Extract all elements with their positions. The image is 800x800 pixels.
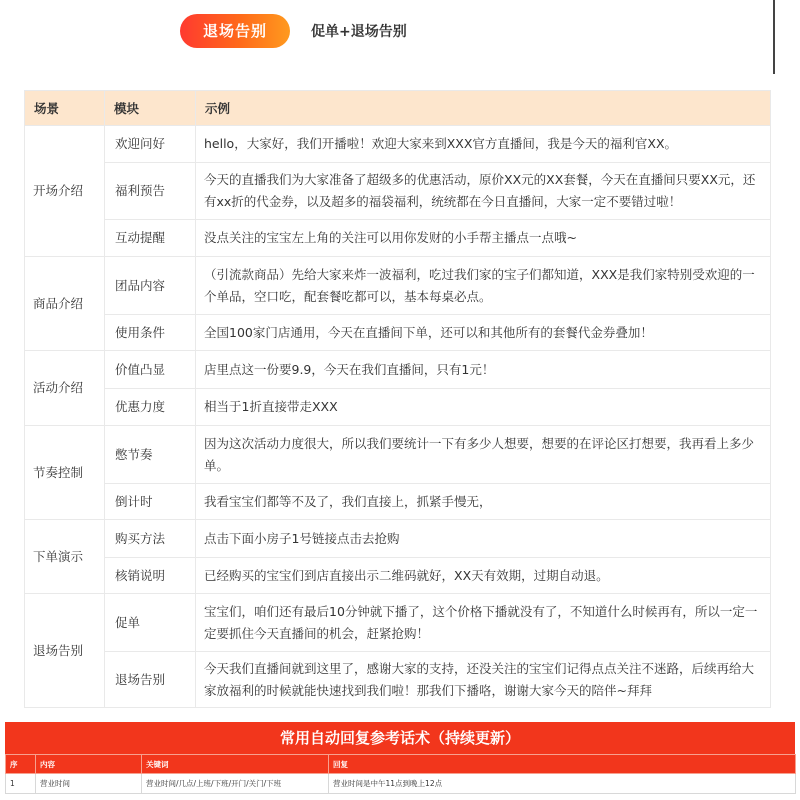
table-row [25,484,771,520]
auto-reply-title: 常用自动回复参考话术（持续更新） [5,722,795,754]
table-row [25,163,771,220]
scene-cell: 活动介绍 [25,351,105,426]
auto-reply-section [5,722,795,794]
example-cell: 因为这次活动力度很大，所以我们要统计一下有多少人想要，想要的在评论区打想要，我再看上多少单。 [196,426,771,484]
reply-header-row [6,755,796,774]
reply-cell: 营业时间是中午11点到晚上12点 [329,774,796,794]
scene-cell: 退场告别 [25,594,105,708]
example-cell: 我看宝宝们都等不及了，我们直接上，抓紧手慢无， [196,484,771,520]
table-row [25,351,771,389]
column-header-content: 内容 [36,755,142,774]
table-row [25,558,771,594]
table-row [25,220,771,257]
module-cell: 憋节奏 [105,426,196,484]
module-cell: 使用条件 [105,315,196,351]
module-cell: 团品内容 [105,257,196,315]
example-cell: （引流款商品）先给大家来炸一波福利，吃过我们家的宝子们都知道，XXX是我们家特别受欢迎的一个单品，空口吃，配套餐吃都可以，基本每桌必点。 [196,257,771,315]
index-cell: 1 [6,774,36,794]
scene-cell: 下单演示 [25,520,105,594]
divider [773,0,775,74]
module-cell: 促单 [105,594,196,652]
example-cell: 相当于1折直接带走XXX [196,389,771,426]
live-script-table [24,90,771,708]
header-banner [0,0,800,78]
table-row [25,389,771,426]
column-header-scene: 场景 [25,91,105,126]
table-row [25,652,771,708]
table-row [25,257,771,315]
module-cell: 购买方法 [105,520,196,558]
example-cell: 今天我们直播间就到这里了，感谢大家的支持，还没关注的宝宝们记得点点关注不迷路，后续再给大家放福利的时候就能快速找到我们啦！那我们下播咯，谢谢大家今天的陪伴~拜拜 [196,652,771,708]
table-row [25,315,771,351]
scene-cell: 节奏控制 [25,426,105,520]
column-header-module: 模块 [105,91,196,126]
table-row [25,126,771,163]
section-subtitle: 促单+退场告别 [311,24,407,40]
scene-cell: 商品介绍 [25,257,105,351]
module-cell: 价值凸显 [105,351,196,389]
section-badge: 退场告别 [180,14,290,48]
table-header-row [25,91,771,126]
table-row [25,426,771,484]
module-cell: 互动提醒 [105,220,196,257]
example-cell: 店里点这一份要9.9，今天在我们直播间，只有1元！ [196,351,771,389]
keywords-cell: 营业时间/几点/上班/下班/开门/关门/下班 [142,774,329,794]
example-cell: 已经购买的宝宝们到店直接出示二维码就好，XX天有效期，过期自动退。 [196,558,771,594]
module-cell: 福利预告 [105,163,196,220]
example-cell: hello，大家好，我们开播啦！欢迎大家来到XXX官方直播间，我是今天的福利官XX。 [196,126,771,163]
column-header-keywords: 关键词 [142,755,329,774]
column-header-index: 序 [6,755,36,774]
table-row [25,594,771,652]
example-cell: 宝宝们，咱们还有最后10分钟就下播了，这个价格下播就没有了，不知道什么时候再有，所以一定一定要抓住今天直播间的机会，赶紧抢购！ [196,594,771,652]
module-cell: 退场告别 [105,652,196,708]
content-cell: 营业时间 [36,774,142,794]
example-cell: 全国100家门店通用，今天在直播间下单，还可以和其他所有的套餐代金券叠加！ [196,315,771,351]
scene-cell: 开场介绍 [25,126,105,257]
module-cell: 核销说明 [105,558,196,594]
module-cell: 倒计时 [105,484,196,520]
table-row [6,774,796,794]
example-cell: 今天的直播我们为大家准备了超级多的优惠活动，原价XX元的XX套餐，今天在直播间只要XX元，还有xx折的代金券，以及超多的福袋福利，统统都在今日直播间，大家一定不要错过啦！ [196,163,771,220]
table-row [25,520,771,558]
column-header-reply: 回复 [329,755,796,774]
module-cell: 优惠力度 [105,389,196,426]
module-cell: 欢迎问好 [105,126,196,163]
column-header-example: 示例 [196,91,771,126]
auto-reply-table [5,754,796,794]
example-cell: 没点关注的宝宝左上角的关注可以用你发财的小手帮主播点一点哦~ [196,220,771,257]
example-cell: 点击下面小房子1号链接点击去抢购 [196,520,771,558]
